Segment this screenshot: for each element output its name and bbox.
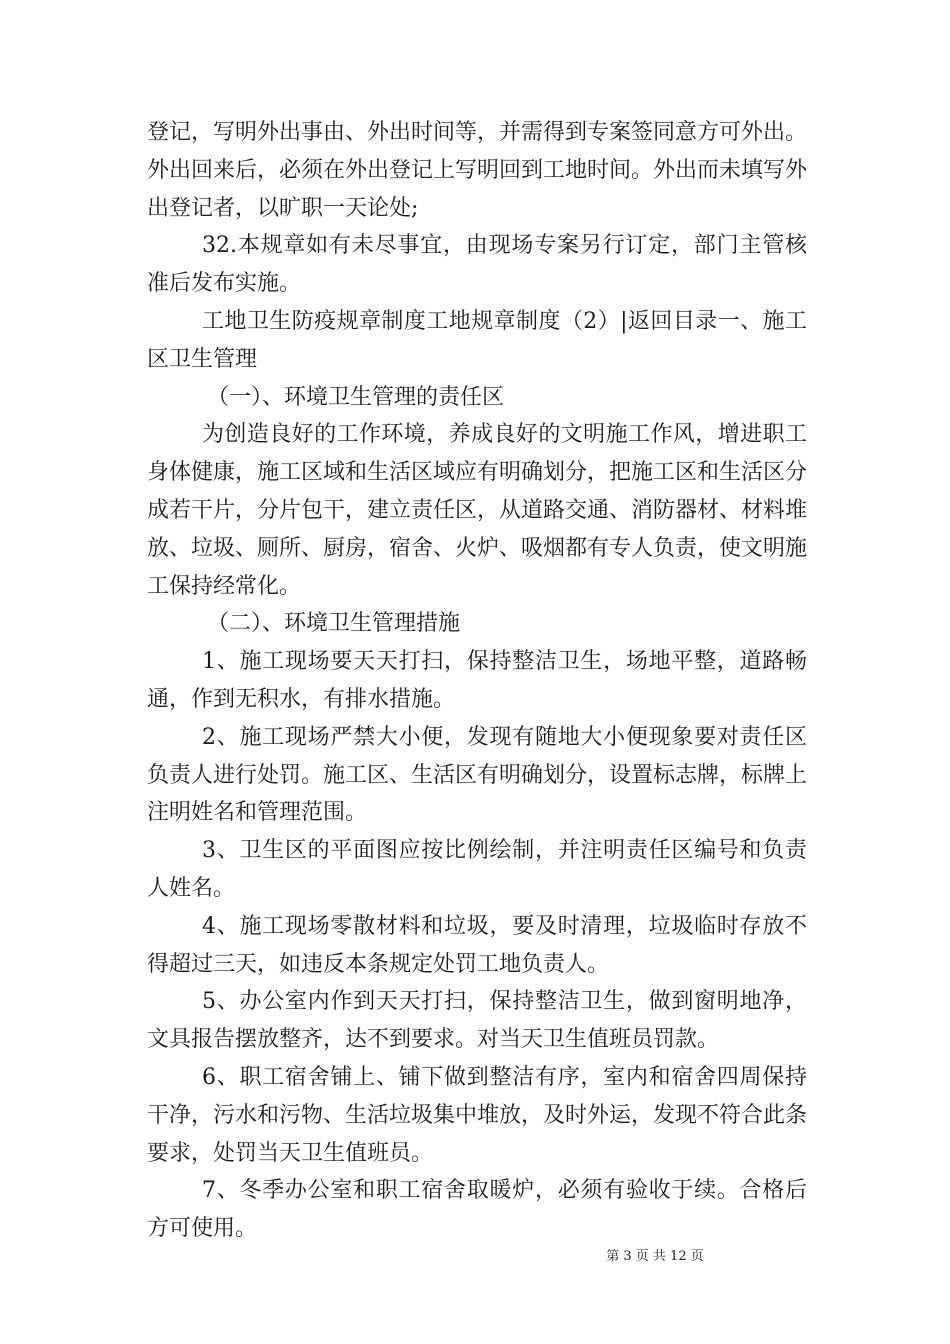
list-item-7: 7、冬季办公室和职工宿舍取暖炉，必须有验收于续。合格后方可使用。 xyxy=(147,1178,807,1242)
list-item-1: 1、施工现场要天天打扫，保持整洁卫生，场地平整，道路畅通，作到无积水，有排水措施。 xyxy=(147,649,807,712)
document-body xyxy=(147,114,807,1248)
list-item-3: 3、卫生区的平面图应按比例绘制，并注明责任区编号和负责人姓名。 xyxy=(147,838,807,901)
paragraph-continuation: 登记，写明外出事由、外出时间等，并需得到专案签同意方可外出。外出回来后，必须在外出登记上写明回到工地时间。外出而未填写外出登记者，以旷职一天论处; xyxy=(147,120,808,221)
list-item-4: 4、施工现场零散材料和垃圾，要及时清理，垃圾临时存放不得超过三天，如违反本条规定处罚工地负责人。 xyxy=(147,913,807,977)
subheading-responsibility-area: （一）、环境卫生管理的责任区 xyxy=(207,384,505,410)
list-item-2: 2、施工现场严禁大小便，发现有随地大小便现象要对责任区负责人进行处罚。施工区、生活区有明确划分，设置标志牌，标牌上注明姓名和管理范围。 xyxy=(147,724,808,826)
page-number: 第 3 页 共 12 页 xyxy=(606,1249,704,1264)
paragraph-rule-32: 32.本规章如有未尽事宜，由现场专案另行订定，部门主管核准后发布实施。 xyxy=(147,233,807,297)
list-item-6: 6、职工宿舍铺上、铺下做到整洁有序，室内和宿舍四周保持干净，污水和污物、生活垃圾集中堆放，及时外运，发现不符合此条要求，处罚当天卫生值班员。 xyxy=(147,1064,808,1166)
subheading-measures: （二）、环境卫生管理措施 xyxy=(207,611,461,637)
list-item-5: 5、办公室内作到天天打扫，保持整洁卫生，做到窗明地净，文具报告摆放整齐，达不到要求。对当天卫生值班员罚款。 xyxy=(147,989,807,1053)
paragraph-section-title: 工地卫生防疫规章制度工地规章制度（2）|返回目录一、施工区卫生管理 xyxy=(147,308,807,372)
paragraph-environment-intro: 为创造良好的工作环境，养成良好的文明施工作风，增进职工身体健康，施工区域和生活区域应有明确划分，把施工区和生活区分成若干片，分片包干，建立责任区，从道路交通、消防器材、材料堆放、垃圾、厕所、厨房，宿舍、火炉、吸烟都有专人负责，使文明施工保持经常化。 xyxy=(147,422,808,599)
